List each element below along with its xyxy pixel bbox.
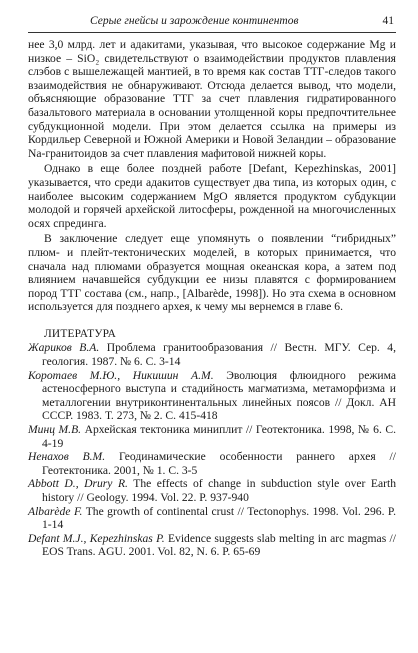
reference-authors: Ненахов В.М. — [28, 450, 106, 464]
reference-authors: Минц М.В. — [28, 423, 82, 437]
paragraph-3: В заключение следует еще упомянуть о появлении “гибридных” плюм- и плейт-тектонических моделей, в которых принимается, что сначала над плюмами образуется мощная океанская кора, а затем под влиянием начавшейся субдукции ее низы плавятся с формированием пород ТТГ состава (см., напр., [Albarède, 1998]). Но эта схема в основном используется для позднего архея, к чему мы вернемся в главе 6. — [28, 232, 396, 314]
reference-authors: Abbott D., Drury R. — [28, 477, 128, 491]
reference-item — [28, 341, 396, 368]
reference-authors: Defant M.J., Kepezhinskas P. — [28, 531, 165, 545]
reference-text: Эволюция флюидного режима астеносферного выступа и стадийность магматизма, метаморфизма и металлогении внутриконтинентальных линейных поясов // Докл. АН СССР. 1983. Т. 273, № 2. С. 415-418 — [42, 368, 396, 423]
reference-item — [28, 423, 396, 450]
reference-item — [28, 477, 396, 504]
reference-text: The growth of continental crust // Tectonophys. 1998. Vol. 296. P. 1-14 — [42, 504, 396, 532]
reference-item — [28, 532, 396, 559]
page-number: 41 — [382, 15, 394, 27]
reference-text: Evidence suggests slab melting in arc magmas // EOS Trans. AGU. 2001. Vol. 82, N. 6. P. 65-69 — [42, 531, 396, 559]
reference-text: Геодинамические особенности раннего архея // Геотектоника. 2001, № 1. С. 3-5 — [42, 450, 396, 477]
reference-text: Архейская тектоника миниплит // Геотектоника. 1998, № 6. С. 4-19 — [42, 423, 396, 450]
running-title: Серые гнейсы и зарождение континентов — [90, 15, 299, 27]
reference-text: The effects of change in subduction style over Earth history // Geology. 1994. Vol. 22. P. 937-940 — [42, 477, 396, 504]
reference-authors: Жариков В.А. — [28, 341, 100, 355]
references-list — [28, 341, 396, 559]
paragraph-1: нее 3,0 млрд. лет и адакитами, указывая, что высокое содержание Mg и низкое – SiO₂ свидетельствуют о взаимодействии продуктов плавления слэбов с вышележащей мантией, в то время как состав ТТГ-следов такого взаимодействия не обнаруживают. Отсюда делается вывод, что модели, объясняющие образование ТТГ за счет плавления гидратированного базальтового материала в основании утолщенной коры предпочтительнее субдукционной модели. При этом делается ссылка на примеры из Кордильер Северной и Южной Америки и Новой Зеландии – образование Na-гранитоидов за счет плавления мафитовой нижней коры. — [28, 38, 396, 160]
reference-item — [28, 369, 396, 423]
reference-authors: Albarède F. — [28, 504, 83, 518]
reference-item — [28, 450, 396, 477]
running-header — [28, 14, 396, 33]
body-text — [28, 38, 396, 559]
paragraph-2: Однако в еще более поздней работе [Defant, Kepezhinskas, 2001] указывается, что среди адакитов существует два типа, из которых один, с наиболее высоким содержанием MgO является продуктом субдукции молодой и горячей архейской литосферы, рожденной на многочисленных осях спрединга. — [28, 162, 396, 230]
reference-authors: Коротаев М.Ю., Никишин А.М. — [28, 368, 214, 382]
references-heading: ЛИТЕРАТУРА — [44, 327, 117, 340]
reference-text: Проблема гранитообразования // Вестн. МГУ. Сер. 4, геология. 1987. № 6. С. 3-14 — [42, 341, 396, 369]
reference-item — [28, 505, 396, 532]
